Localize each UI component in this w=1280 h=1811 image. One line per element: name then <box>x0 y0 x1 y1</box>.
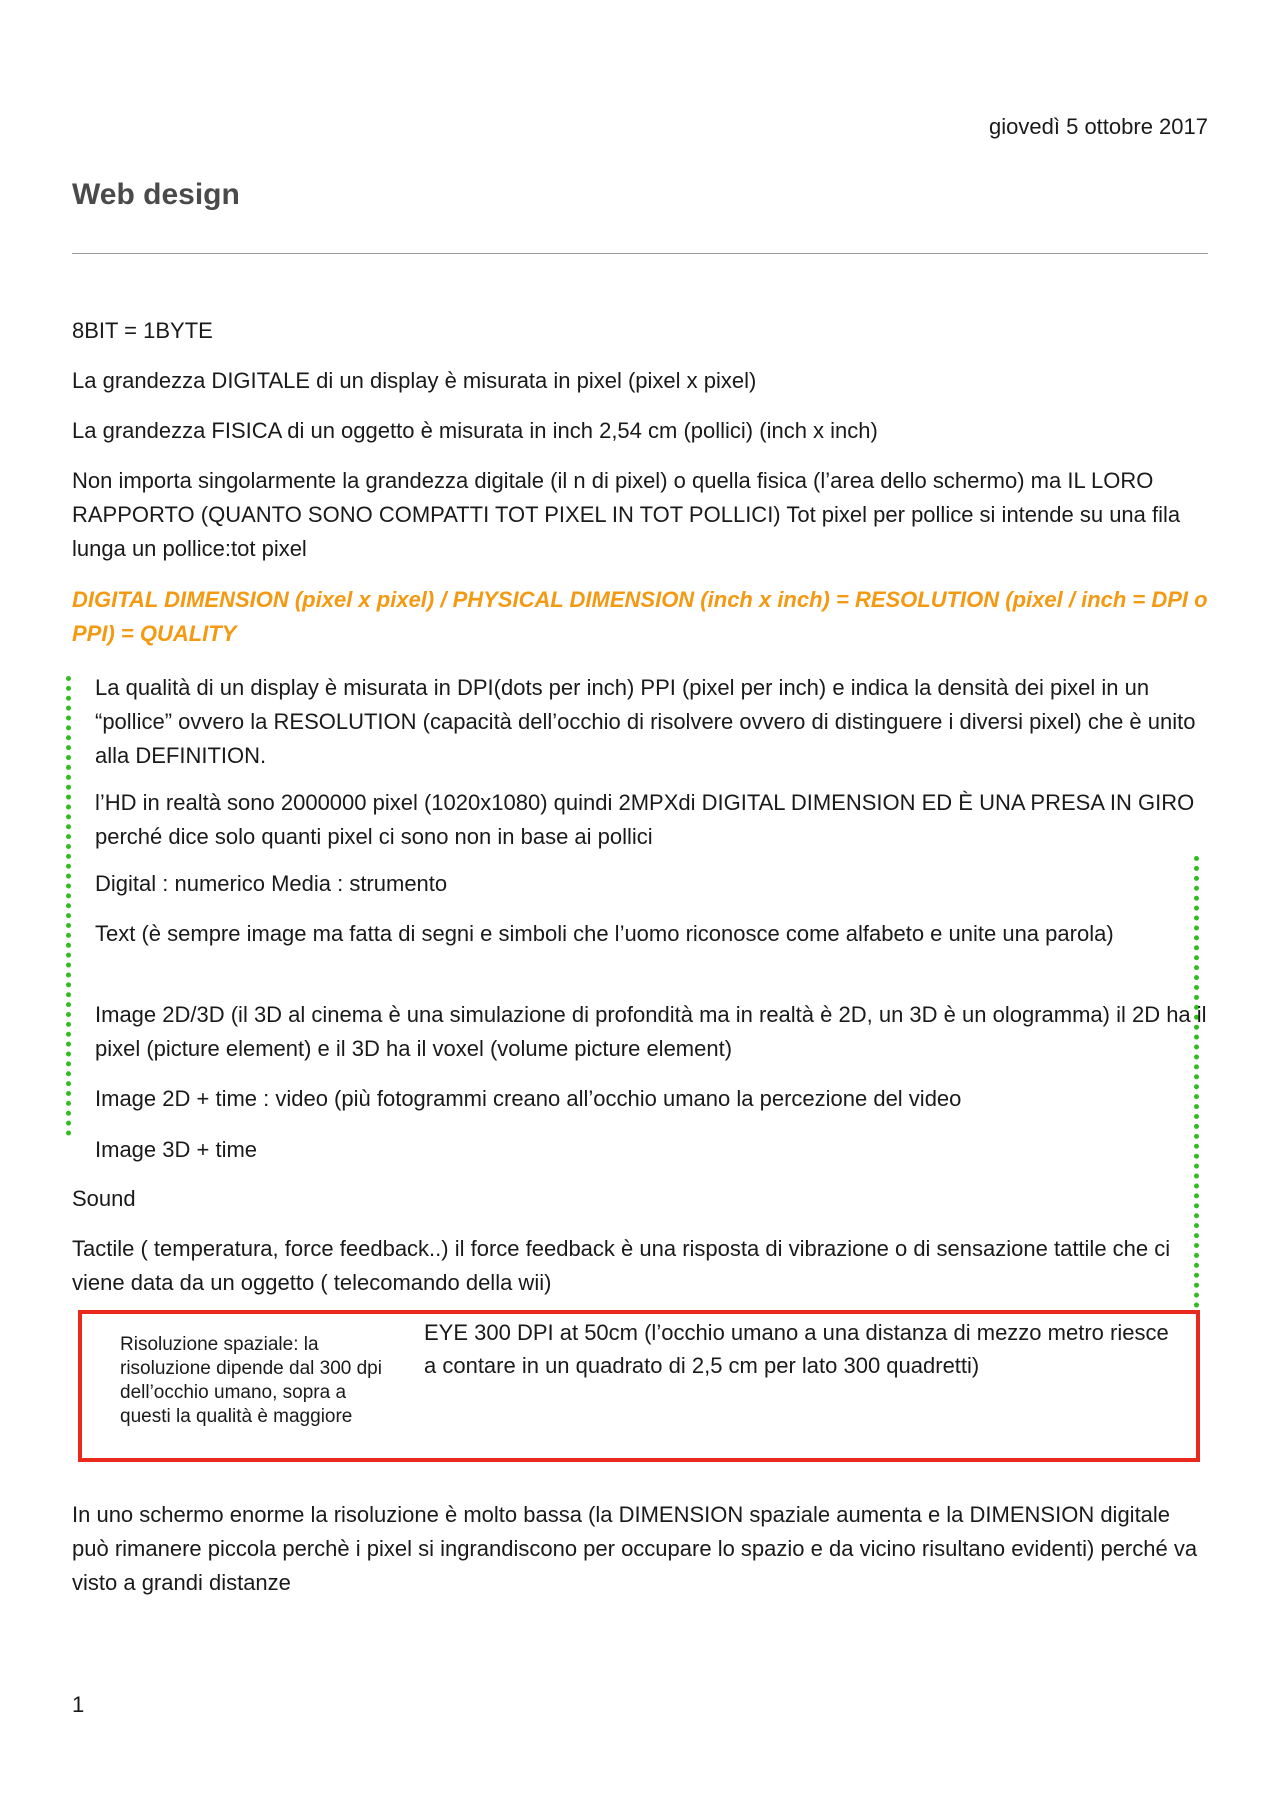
paragraph-bit-byte: 8BIT = 1BYTE <box>72 318 213 343</box>
paragraph-image-2d-time: Image 2D + time : video (più fotogrammi creano all’occhio umano la percezione del video <box>95 1086 962 1111</box>
paragraph-tactile: Tactile ( temperatura, force feedback..) il force feedback è una risposta di vibrazione o di sensazione tattile che ci viene data da un oggetto ( telecomando della wii) <box>72 1236 1171 1295</box>
resolution-formula: DIGITAL DIMENSION (pixel x pixel) / PHYSICAL DIMENSION (inch x inch) = RESOLUTION (pixel / inch = DPI o PPI) = QUALITY <box>72 587 1208 646</box>
paragraph-hd: l’HD in realtà sono 2000000 pixel (1020x1080) quindi 2MPXdi DIGITAL DIMENSION ED È UNA PRESA IN GIRO perché dice solo quanti pixel ci sono non in base ai pollici <box>95 790 1195 849</box>
paragraph-image-2d-3d: Image 2D/3D (il 3D al cinema è una simulazione di profondità ma in realtà è 2D, un 3D è un ologramma) il 2D ha il pixel (picture element) e il 3D ha il voxel (volume picture element) <box>95 1002 1207 1061</box>
paragraph-large-screen: In uno schermo enorme la risoluzione è molto bassa (la DIMENSION spaziale aumenta e la DIMENSION digitale può rimanere piccola perchè i pixel si ingrandiscono per occupare lo spazio e da vicino risultano evidenti) perché va visto a grandi distanze <box>72 1502 1198 1595</box>
paragraph-text: Text (è sempre image ma fatta di segni e simboli che l’uomo riconosce come alfabeto e unite una parola) <box>95 921 1114 946</box>
note-date: giovedì 5 ottobre 2017 <box>989 114 1208 139</box>
paragraph-ratio: Non importa singolarmente la grandezza digitale (il n di pixel) o quella fisica (l’area dello schermo) ma IL LORO RAPPORTO (QUANTO SONO COMPATTI TOT PIXEL IN TOT POLLICI) Tot pixel per pollice si intende su una fila lunga un pollice:tot pixel <box>72 468 1181 561</box>
paragraph-display-quality: La qualità di un display è misurata in DPI(dots per inch) PPI (pixel per inch) e indica la densità dei pixel in un “pollice” ovvero la RESOLUTION (capacità dell’occhio di risolvere ovvero di distinguere i diversi pixel) che è unito alla DEFINITION. <box>95 675 1196 768</box>
page-number: 1 <box>72 1692 85 1717</box>
box-side-note: Risoluzione spaziale: la risoluzione dipende dal 300 dpi dell’occhio umano, sopra a questi la qualità è maggiore <box>120 1334 382 1427</box>
paragraph-digital-size: La grandezza DIGITALE di un display è misurata in pixel (pixel x pixel) <box>72 368 757 393</box>
note-title: Web design <box>72 178 240 211</box>
paragraph-sound: Sound <box>72 1186 136 1211</box>
paragraph-physical-size: La grandezza FISICA di un oggetto è misurata in inch 2,54 cm (pollici) (inch x inch) <box>72 418 878 443</box>
paragraph-digital-media: Digital : numerico Media : strumento <box>95 871 448 896</box>
paragraph-image-3d-time: Image 3D + time <box>95 1137 258 1162</box>
title-divider <box>72 253 1208 254</box>
box-eye-dpi: EYE 300 DPI at 50cm (l’occhio umano a una distanza di mezzo metro riesce a contare in un quadrato di 2,5 cm per lato 300 quadretti) <box>424 1320 1169 1378</box>
annotation-dots-left <box>66 676 71 1136</box>
